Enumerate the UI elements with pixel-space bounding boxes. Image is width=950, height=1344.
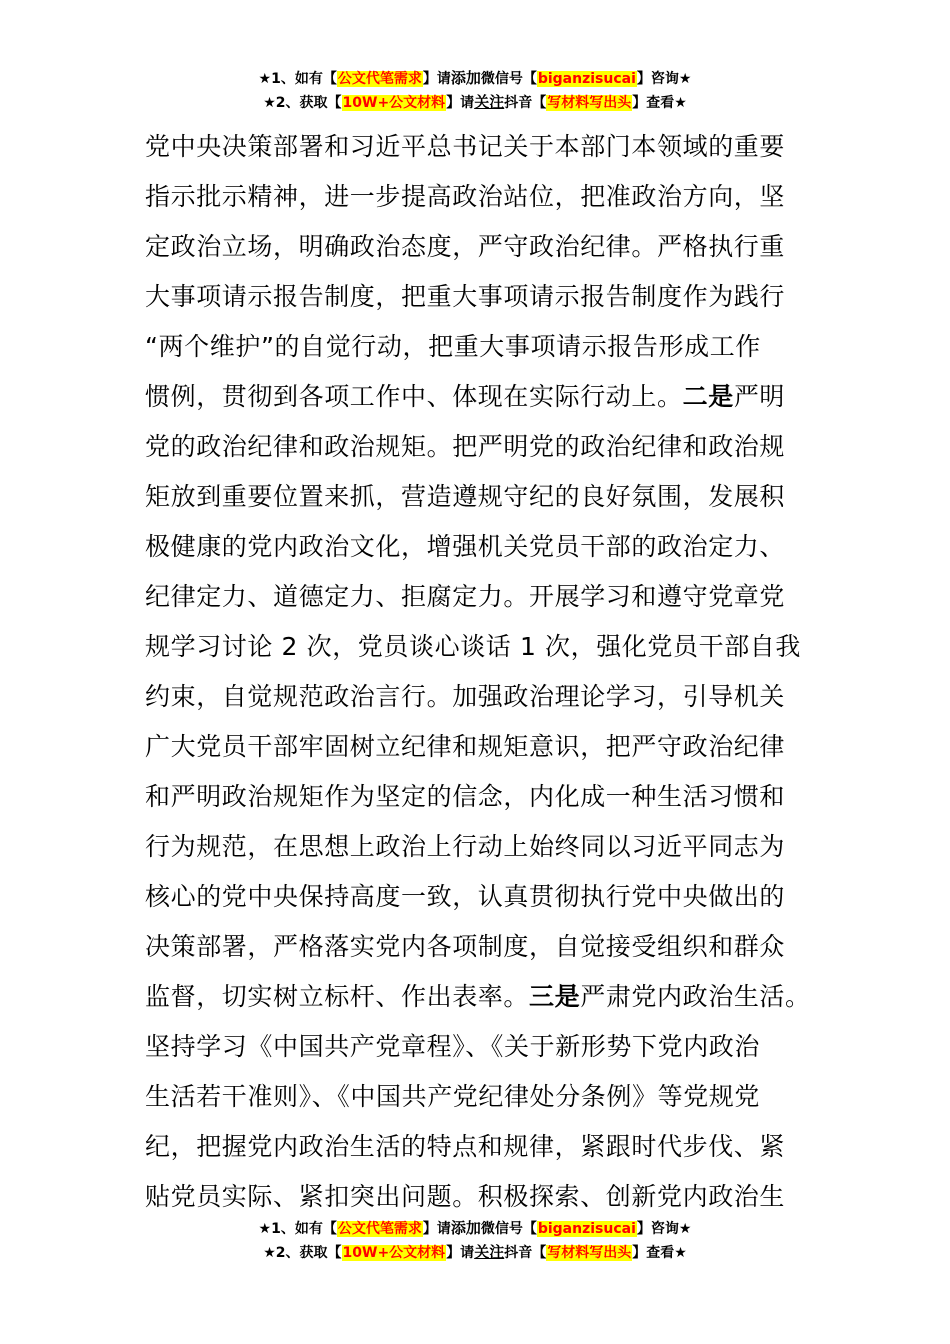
body-line: “两个维护”的自觉行动，把重大事项请示报告形成工作	[145, 332, 761, 361]
banner-text: 】咨询★	[636, 1221, 692, 1237]
highlight-materials: 10W+公文材料	[342, 95, 446, 111]
body-line: 和严明政治规矩作为坚定的信念，内化成一种生活习惯和	[145, 782, 786, 811]
banner-emphasis: 关注	[474, 1243, 505, 1261]
body-line: 贴党员实际、紧扣突出问题。积极探索、创新党内政治生	[145, 1182, 786, 1211]
highlight-douyin: 写材料写出头	[547, 1245, 632, 1261]
banner-text: 】咨询★	[636, 71, 692, 87]
banner-text: 】请	[422, 71, 451, 87]
body-line: 大事项请示报告制度，把重大事项请示报告制度作为践行	[145, 282, 786, 311]
body-line: 坚持学习《中国共产党章程》、《关于新形势下党内政治	[145, 1032, 761, 1061]
banner-text: 】请	[446, 1245, 475, 1261]
body-line: 党的政治纪律和政治规矩。把严明党的政治纪律和政治规	[145, 432, 786, 461]
body-line: 行为规范，在思想上政治上行动上始终同以习近平同志为	[145, 832, 786, 861]
body-line: 约束，自觉规范政治言行。加强政治理论学习，引导机关	[145, 682, 786, 711]
body-line: 广大党员干部牢固树立纪律和规矩意识，把严守政治纪律	[145, 732, 786, 761]
banner-emphasis: 添加	[450, 1219, 481, 1237]
banner-text: 微信号【	[480, 1221, 537, 1237]
body-line: 纪律定力、道德定力、拒腐定力。开展学习和遵守党章党	[145, 582, 786, 611]
body-line: 规学习讨论 2 次，党员谈心谈话 1 次，强化党员干部自我	[145, 632, 802, 661]
bottom-banner	[0, 1216, 950, 1264]
banner-text: ★1、如有【	[258, 1221, 337, 1237]
highlight-wechat-id: biganzisucai	[537, 71, 636, 87]
banner-text: 微信号【	[480, 71, 537, 87]
body-line: 矩放到重要位置来抓，营造遵规守纪的良好氛围，发展积	[145, 482, 786, 511]
banner-emphasis: 关注	[474, 93, 505, 111]
banner-text: 抖音【	[504, 95, 547, 111]
body-text: 严明	[733, 382, 786, 411]
body-line: 生活若干准则》、《中国共产党纪律处分条例》等党规党	[145, 1082, 761, 1111]
body-line: 决策部署，严格落实党内各项制度，自觉接受组织和群众	[145, 932, 786, 961]
body-line: 党中央决策部署和习近平总书记关于本部门本领域的重要	[145, 132, 786, 161]
banner-text: 抖音【	[504, 1245, 547, 1261]
top-banner	[0, 66, 950, 114]
section-marker-two: 二是	[682, 382, 734, 411]
banner-text: 】查看★	[632, 1245, 687, 1261]
body-text: 监督，切实树立标杆、作出表率。	[145, 982, 530, 1011]
body-line	[145, 972, 825, 1022]
banner-text: 】请	[446, 95, 475, 111]
banner-line-1	[0, 66, 950, 90]
highlight-service: 公文代笔需求	[337, 71, 422, 87]
highlight-materials: 10W+公文材料	[342, 1245, 446, 1261]
banner-text: 】查看★	[632, 95, 687, 111]
banner-line-1	[0, 1216, 950, 1240]
highlight-service: 公文代笔需求	[337, 1221, 422, 1237]
highlight-douyin: 写材料写出头	[547, 95, 632, 111]
body-line: 纪，把握党内政治生活的特点和规律，紧跟时代步伐、紧	[145, 1132, 786, 1161]
banner-text: ★2、获取【	[263, 95, 342, 111]
highlight-wechat-id: biganzisucai	[537, 1221, 636, 1237]
body-line	[145, 372, 825, 422]
document-body	[145, 122, 825, 1222]
body-line: 指示批示精神，进一步提高政治站位，把准政治方向，坚	[145, 182, 786, 211]
banner-text: 】请	[422, 1221, 451, 1237]
body-line: 核心的党中央保持高度一致，认真贯彻执行党中央做出的	[145, 882, 786, 911]
body-line: 定政治立场，明确政治态度，严守政治纪律。严格执行重	[145, 232, 786, 261]
body-text: 惯例，贯彻到各项工作中、体现在实际行动上。	[145, 382, 683, 411]
body-text: 严肃党内政治生活。	[580, 982, 811, 1011]
section-marker-three: 三是	[529, 982, 581, 1011]
banner-line-2	[0, 1240, 950, 1264]
banner-emphasis: 添加	[450, 69, 481, 87]
banner-text: ★1、如有【	[258, 71, 337, 87]
body-line: 极健康的党内政治文化，增强机关党员干部的政治定力、	[145, 532, 786, 561]
banner-text: ★2、获取【	[263, 1245, 342, 1261]
banner-line-2	[0, 90, 950, 114]
